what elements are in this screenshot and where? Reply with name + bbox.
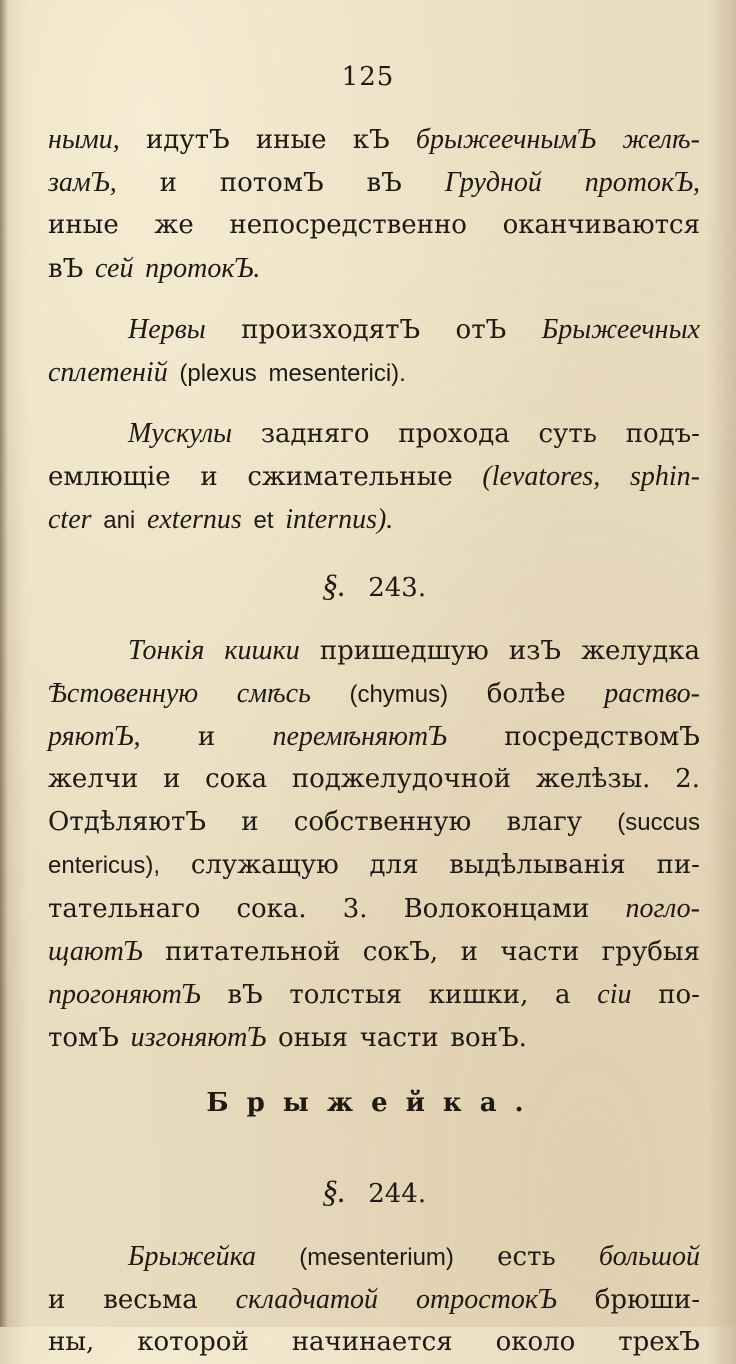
word: externus xyxy=(146,504,242,535)
word: пришедшую xyxy=(319,636,489,666)
word: щаютЪ xyxy=(48,936,143,967)
word: 3. xyxy=(342,894,368,924)
word: (chymus) xyxy=(349,681,449,708)
word: вЪ xyxy=(366,168,402,198)
word: отЪ xyxy=(455,315,507,345)
section-symbol: §. xyxy=(321,567,346,603)
word: а xyxy=(555,980,571,1010)
word: болѣе xyxy=(486,679,566,709)
text-line xyxy=(48,412,700,455)
word: есть xyxy=(497,1242,556,1272)
word: тательнаго xyxy=(48,894,201,924)
text-line xyxy=(48,204,700,247)
word: томЪ xyxy=(48,1023,119,1053)
text-line xyxy=(48,455,700,498)
page-body xyxy=(48,118,700,1364)
word: питательной xyxy=(165,937,341,967)
word: собственную xyxy=(293,807,472,837)
section-symbol: §. xyxy=(321,1173,346,1209)
word: 2. xyxy=(675,764,700,794)
word: пи- xyxy=(656,850,700,880)
word: ны, xyxy=(48,1327,95,1357)
word: произходятЪ xyxy=(241,315,421,345)
word: сплетеній xyxy=(48,357,168,388)
word: ными, xyxy=(48,124,120,155)
word: брыжеечнымЪ xyxy=(415,124,597,155)
word: sphin- xyxy=(629,461,700,492)
word: замЪ, xyxy=(48,167,117,198)
word: Нервы xyxy=(128,314,206,345)
word: и xyxy=(200,462,218,492)
text-line xyxy=(48,1235,700,1278)
word: поджелудочной xyxy=(291,764,512,794)
text-line xyxy=(48,672,700,715)
text-line xyxy=(48,973,700,1016)
word: иные xyxy=(48,210,119,240)
text-line xyxy=(48,1016,700,1059)
word: сокЪ, xyxy=(362,937,439,967)
text-line xyxy=(48,1278,700,1321)
word: entericus), xyxy=(48,852,161,879)
word: et xyxy=(253,507,274,534)
word: прогоняютЪ xyxy=(48,979,201,1010)
word: непосредственно xyxy=(229,210,467,240)
word: сей xyxy=(94,253,134,284)
word: смѣсь xyxy=(236,678,311,709)
word: сіи xyxy=(597,979,632,1010)
word: толстыя xyxy=(289,980,403,1010)
word: большой xyxy=(598,1241,700,1272)
word: оныя xyxy=(277,1023,349,1053)
word: складчатой xyxy=(235,1284,379,1315)
word: начинается xyxy=(291,1327,453,1357)
section-number-243 xyxy=(48,541,700,629)
page-number: 125 xyxy=(341,62,395,92)
word: протокЪ, xyxy=(584,167,700,198)
word: раство- xyxy=(604,678,700,709)
word: кишки, xyxy=(428,980,529,1010)
word: cter xyxy=(48,504,92,535)
word: ряютЪ, xyxy=(48,721,141,752)
word: иные xyxy=(255,125,327,155)
word: оканчиваются xyxy=(502,210,700,240)
text-line xyxy=(48,629,700,672)
word: влагу xyxy=(506,807,583,837)
word: по- xyxy=(658,980,700,1010)
word: потомЪ xyxy=(219,168,324,198)
word: желудка xyxy=(581,636,700,666)
text-line xyxy=(48,930,700,973)
page-edge-shadow xyxy=(0,0,8,1327)
word: Тонкія xyxy=(128,635,205,666)
word: (plexus xyxy=(179,360,257,387)
word: грубыя xyxy=(601,937,700,967)
section-number: 244. xyxy=(368,1179,427,1209)
word: погло- xyxy=(625,893,700,924)
word: и xyxy=(48,1285,66,1315)
word: суть xyxy=(538,419,597,449)
word: для xyxy=(369,850,419,880)
word: желѣ- xyxy=(622,124,700,155)
word: протокЪ. xyxy=(145,253,261,284)
text-line xyxy=(48,1321,700,1364)
text-line xyxy=(48,498,700,541)
section-number: 243. xyxy=(368,573,427,603)
word: Грудной xyxy=(444,167,542,198)
word: и xyxy=(163,764,181,794)
word: кЪ xyxy=(352,125,390,155)
word: и xyxy=(241,807,259,837)
word: ОтдѣляютЪ xyxy=(48,807,206,837)
word: желѣзы. xyxy=(535,764,651,794)
word: Мускулы xyxy=(128,418,233,449)
word: ani xyxy=(103,507,136,534)
text-line xyxy=(48,758,700,801)
text-line xyxy=(48,715,700,758)
word: вонЪ. xyxy=(450,1023,527,1053)
text-line xyxy=(48,161,700,204)
text-line xyxy=(48,118,700,161)
word: идутЪ xyxy=(145,125,230,155)
word: задняго xyxy=(260,419,370,449)
text-line xyxy=(48,308,700,351)
word: сока. xyxy=(236,894,307,924)
word: вЪ xyxy=(227,980,263,1010)
word: mesenterici). xyxy=(268,360,406,387)
section-number-244 xyxy=(48,1147,700,1235)
word: сжимательные xyxy=(247,462,453,492)
word: изЪ xyxy=(508,636,562,666)
word: посредствомЪ xyxy=(504,722,700,752)
text-line xyxy=(48,351,700,394)
word: (levatores, xyxy=(482,461,601,492)
word: вЪ xyxy=(48,254,84,284)
word: и xyxy=(159,168,177,198)
word: Брыжейка xyxy=(128,1241,256,1272)
text-line xyxy=(48,844,700,887)
word: Волоконцами xyxy=(403,894,590,924)
word: (succus xyxy=(617,809,700,836)
word: internus). xyxy=(285,504,394,535)
word: весьма xyxy=(103,1285,198,1315)
word: изгоняютЪ xyxy=(130,1022,267,1053)
word: прохода xyxy=(398,419,510,449)
word: и xyxy=(460,937,478,967)
word: (mesenterium) xyxy=(299,1244,454,1271)
word: выдѣлыванія xyxy=(449,850,626,880)
text-line xyxy=(48,887,700,930)
word: перемѣняютЪ xyxy=(272,721,447,752)
word: Ѣстовенную xyxy=(48,678,199,709)
word: трехЪ xyxy=(618,1327,700,1357)
text-line xyxy=(48,247,700,290)
word: желчи xyxy=(48,764,139,794)
word: служащую xyxy=(190,850,339,880)
word: и xyxy=(197,722,216,752)
text-line xyxy=(48,801,700,844)
word: брюши- xyxy=(594,1285,700,1315)
word: около xyxy=(495,1327,576,1357)
word: емлющіе xyxy=(48,462,171,492)
word: отростокЪ xyxy=(415,1284,557,1315)
word: же xyxy=(154,210,194,240)
chapter-heading: Брыжейка. xyxy=(206,1088,542,1118)
word: части xyxy=(359,1023,439,1053)
word: кишки xyxy=(224,635,300,666)
word: которой xyxy=(137,1327,249,1357)
word: подъ- xyxy=(625,419,700,449)
word: сока xyxy=(205,764,268,794)
word: Брыжеечных xyxy=(541,314,700,345)
word: части xyxy=(500,937,580,967)
